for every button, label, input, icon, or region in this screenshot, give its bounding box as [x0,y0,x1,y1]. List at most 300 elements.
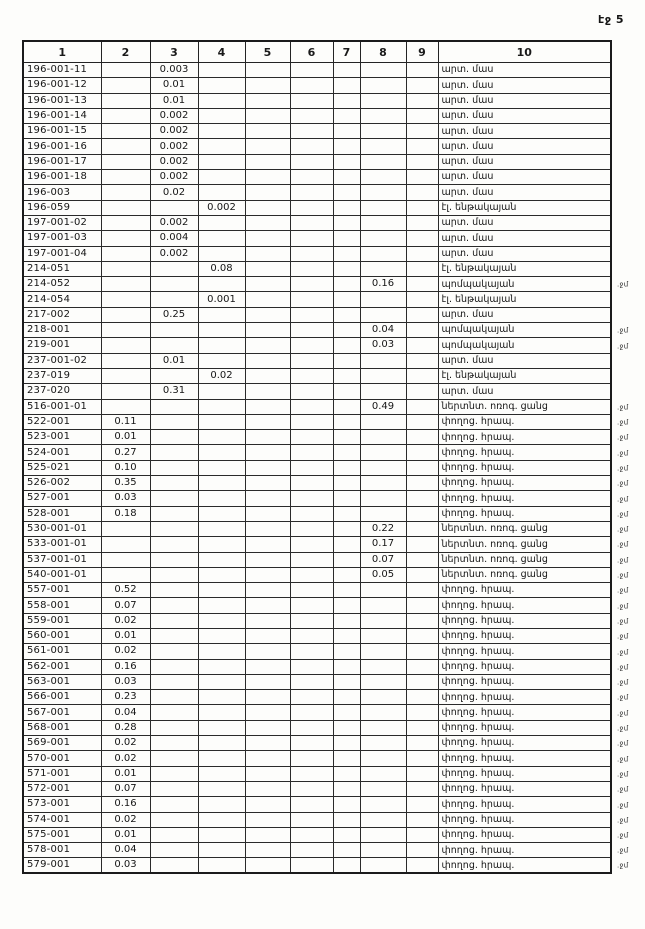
row-description: արտ. մաս [438,139,611,154]
cell-col8: 0.04 [360,323,406,338]
row-description: արտ. մաս [438,384,611,399]
cell-col5 [245,261,290,276]
cell-col9 [406,200,438,215]
row-description: պոմպակայան .ջմ [438,323,611,338]
cell-col9 [406,399,438,414]
cell-col3 [150,460,198,475]
cell-col3 [150,399,198,414]
margin-annotation: .ջմ [617,280,629,289]
cell-col3 [150,292,198,307]
cell-col7 [333,338,360,353]
cell-col3: 0.01 [150,93,198,108]
cell-col8 [360,598,406,613]
row-description: փողոց. հրապ. .ջմ [438,613,611,628]
table-row [23,476,611,491]
cell-col2: 0.02 [101,644,150,659]
cell-col4 [198,93,245,108]
cell-col3 [150,827,198,842]
cell-col3: 0.002 [150,108,198,123]
cell-col2 [101,307,150,322]
cell-col7 [333,644,360,659]
cell-col6 [290,154,333,169]
cell-col6 [290,185,333,200]
cell-col7 [333,583,360,598]
cell-col2: 0.01 [101,766,150,781]
cell-col6 [290,430,333,445]
table-row [23,246,611,261]
cell-col4 [198,430,245,445]
row-code: 516-001-01 [23,399,101,414]
cell-col3 [150,200,198,215]
cell-col2: 0.01 [101,430,150,445]
cell-col8 [360,185,406,200]
cell-col2 [101,521,150,536]
cell-col9 [406,690,438,705]
row-code: 557-001 [23,583,101,598]
table-row [23,613,611,628]
cell-col3: 0.31 [150,384,198,399]
row-description: ներտնտ. ոռոգ. ցանց .ջմ [438,537,611,552]
cell-col2 [101,139,150,154]
cell-col5 [245,323,290,338]
cell-col7 [333,567,360,582]
row-code: 530-001-01 [23,521,101,536]
cell-col8 [360,659,406,674]
cell-col4 [198,338,245,353]
cell-col3: 0.002 [150,246,198,261]
cell-col5 [245,139,290,154]
cell-col6 [290,552,333,567]
row-description: փողոց. հրապ. .ջմ [438,598,611,613]
cell-col4 [198,384,245,399]
cell-col6 [290,445,333,460]
margin-annotation: .ջմ [617,755,629,764]
cell-col7 [333,674,360,689]
table-row [23,215,611,230]
cell-col8 [360,766,406,781]
cell-col9 [406,598,438,613]
cell-col3: 0.01 [150,78,198,93]
table-row [23,353,611,368]
cell-col3 [150,491,198,506]
cell-col8 [360,843,406,858]
row-description: փողոց. հրապ. .ջմ [438,858,611,873]
cell-col2 [101,353,150,368]
margin-annotation: .ջմ [617,739,629,748]
cell-col9 [406,338,438,353]
row-code: 540-001-01 [23,567,101,582]
cell-col8: 0.03 [360,338,406,353]
margin-annotation: .ջմ [617,464,629,473]
column-header-10: 10 [438,41,611,63]
cell-col2 [101,338,150,353]
row-code: 567-001 [23,705,101,720]
cell-col6 [290,63,333,78]
cell-col3 [150,858,198,873]
cell-col4 [198,628,245,643]
cell-col2 [101,200,150,215]
cell-col6 [290,628,333,643]
cell-col8 [360,154,406,169]
cell-col5 [245,445,290,460]
cell-col7 [333,736,360,751]
row-description: պոմպակայան .ջմ [438,277,611,292]
cell-col5 [245,231,290,246]
row-code: 537-001-01 [23,552,101,567]
table-row [23,139,611,154]
cell-col8 [360,644,406,659]
cell-col4 [198,323,245,338]
cell-col5 [245,78,290,93]
table-row [23,491,611,506]
cell-col5 [245,751,290,766]
cell-col5 [245,353,290,368]
cell-col2: 0.02 [101,736,150,751]
table-row [23,384,611,399]
row-code: 196-001-12 [23,78,101,93]
row-description: փողոց. հրապ. .ջմ [438,720,611,735]
cell-col8 [360,292,406,307]
cell-col5 [245,491,290,506]
cell-col7 [333,766,360,781]
cell-col9 [406,781,438,796]
margin-annotation: .ջմ [617,479,629,488]
cell-col2: 0.18 [101,506,150,521]
margin-annotation: .ջմ [617,801,629,810]
cell-col9 [406,827,438,842]
table-row [23,277,611,292]
cell-col4 [198,476,245,491]
cell-col2: 0.10 [101,460,150,475]
cell-col6 [290,93,333,108]
cell-col3 [150,705,198,720]
cell-col6 [290,231,333,246]
cell-col2 [101,185,150,200]
cell-col4 [198,659,245,674]
cell-col3 [150,751,198,766]
cell-col7 [333,139,360,154]
cell-col7 [333,751,360,766]
cell-col5 [245,644,290,659]
table-row [23,659,611,674]
cell-col8: 0.07 [360,552,406,567]
cell-col7 [333,598,360,613]
cell-col3 [150,674,198,689]
cell-col3: 0.002 [150,139,198,154]
margin-annotation: .ջմ [617,586,629,595]
cell-col3: 0.25 [150,307,198,322]
cell-col2 [101,261,150,276]
cell-col6 [290,781,333,796]
row-code: 571-001 [23,766,101,781]
cell-col9 [406,537,438,552]
row-code: 526-002 [23,476,101,491]
row-code: 559-001 [23,613,101,628]
cell-col4 [198,751,245,766]
row-code: 563-001 [23,674,101,689]
row-code: 196-001-17 [23,154,101,169]
cell-col6 [290,170,333,185]
cell-col8 [360,414,406,429]
table-row [23,736,611,751]
cell-col3: 0.002 [150,170,198,185]
cell-col7 [333,797,360,812]
row-code: 561-001 [23,644,101,659]
cell-col5 [245,613,290,628]
cell-col8 [360,781,406,796]
table-row [23,628,611,643]
cell-col2 [101,323,150,338]
cell-col8 [360,674,406,689]
cell-col6 [290,613,333,628]
cell-col9 [406,63,438,78]
cell-col4 [198,797,245,812]
cell-col3: 0.02 [150,185,198,200]
cell-col5 [245,476,290,491]
cell-col9 [406,751,438,766]
row-code: 196-001-11 [23,63,101,78]
cell-col4 [198,215,245,230]
cell-col5 [245,399,290,414]
row-code: 214-052 [23,277,101,292]
cell-col3 [150,812,198,827]
cell-col8 [360,476,406,491]
cell-col9 [406,521,438,536]
row-description: արտ. մաս [438,78,611,93]
cell-col6 [290,277,333,292]
margin-annotation: .ջմ [617,861,629,870]
cell-col3 [150,261,198,276]
cell-col5 [245,460,290,475]
table-row [23,521,611,536]
row-description: արտ. մաս [438,231,611,246]
cell-col7 [333,170,360,185]
cell-col5 [245,766,290,781]
cell-col9 [406,583,438,598]
row-code: 214-051 [23,261,101,276]
row-code: 196-003 [23,185,101,200]
row-description: արտ. մաս [438,124,611,139]
row-description: փողոց. հրապ. .ջմ [438,430,611,445]
cell-col2: 0.52 [101,583,150,598]
cell-col7 [333,445,360,460]
table-row [23,368,611,383]
page-number: էջ 5 [598,13,624,26]
cell-col6 [290,292,333,307]
cell-col4 [198,766,245,781]
table-row [23,445,611,460]
table-row [23,399,611,414]
cell-col9 [406,476,438,491]
cell-col8 [360,430,406,445]
cell-col5 [245,781,290,796]
cell-col8 [360,812,406,827]
cell-col4: 0.001 [198,292,245,307]
cell-col8 [360,353,406,368]
table-row [23,200,611,215]
cell-col8: 0.17 [360,537,406,552]
margin-annotation: .ջմ [617,663,629,672]
margin-annotation: .ջմ [617,602,629,611]
cell-col8 [360,200,406,215]
row-code: 524-001 [23,445,101,460]
cell-col8 [360,261,406,276]
row-code: 196-001-14 [23,108,101,123]
table-row [23,430,611,445]
cell-col6 [290,690,333,705]
row-code: 196-001-15 [23,124,101,139]
cell-col2: 0.11 [101,414,150,429]
cell-col5 [245,797,290,812]
column-header-2: 2 [101,41,150,63]
row-description: փողոց. հրապ. .ջմ [438,751,611,766]
cell-col9 [406,292,438,307]
cell-col4 [198,353,245,368]
cell-col3 [150,598,198,613]
row-description: արտ. մաս [438,307,611,322]
cell-col7 [333,659,360,674]
cell-col9 [406,491,438,506]
cell-col3 [150,521,198,536]
cell-col9 [406,154,438,169]
cell-col3 [150,644,198,659]
table-row [23,231,611,246]
table-row [23,307,611,322]
table-row [23,552,611,567]
table-row [23,751,611,766]
cell-col8 [360,720,406,735]
column-header-8: 8 [360,41,406,63]
cell-col5 [245,674,290,689]
row-description: փողոց. հրապ. .ջմ [438,766,611,781]
cell-col8 [360,246,406,261]
table-row [23,644,611,659]
cell-col5 [245,108,290,123]
cell-col6 [290,766,333,781]
cell-col7 [333,154,360,169]
cell-col3 [150,537,198,552]
row-description: պոմպակայան .ջմ [438,338,611,353]
cell-col5 [245,430,290,445]
cell-col8: 0.16 [360,277,406,292]
cell-col7 [333,690,360,705]
cell-col2: 0.01 [101,628,150,643]
cell-col7 [333,93,360,108]
row-code: 572-001 [23,781,101,796]
cell-col6 [290,812,333,827]
row-code: 196-001-16 [23,139,101,154]
cell-col6 [290,659,333,674]
cell-col2 [101,154,150,169]
cell-col3 [150,736,198,751]
row-description: փողոց. հրապ. .ջմ [438,705,611,720]
cell-col2 [101,170,150,185]
cell-col8: 0.22 [360,521,406,536]
row-description: փողոց. հրապ. .ջմ [438,797,611,812]
cell-col9 [406,246,438,261]
cell-col5 [245,736,290,751]
table-row [23,583,611,598]
row-code: 237-019 [23,368,101,383]
cell-col9 [406,674,438,689]
table-row [23,154,611,169]
row-description: փողոց. հրապ. .ջմ [438,506,611,521]
cell-col4 [198,154,245,169]
cell-col7 [333,705,360,720]
cell-col7 [333,200,360,215]
cell-col3: 0.003 [150,63,198,78]
cell-col5 [245,277,290,292]
cell-col7 [333,78,360,93]
cell-col4: 0.08 [198,261,245,276]
cell-col4 [198,63,245,78]
cell-col4 [198,613,245,628]
table-row [23,261,611,276]
cell-col4 [198,460,245,475]
row-code: 533-001-01 [23,537,101,552]
cell-col9 [406,628,438,643]
cell-col3 [150,552,198,567]
table-row [23,506,611,521]
margin-annotation: .ջմ [617,724,629,733]
table-row [23,93,611,108]
cell-col4 [198,78,245,93]
cell-col8 [360,215,406,230]
cell-col4 [198,781,245,796]
cell-col7 [333,843,360,858]
cell-col2 [101,292,150,307]
cell-col2 [101,567,150,582]
cell-col3 [150,690,198,705]
row-description: արտ. մաս [438,215,611,230]
cell-col7 [333,246,360,261]
cell-col3: 0.002 [150,154,198,169]
cell-col7 [333,277,360,292]
cell-col3 [150,766,198,781]
cell-col9 [406,307,438,322]
cell-col9 [406,108,438,123]
row-description: արտ. մաս [438,93,611,108]
cell-col8 [360,231,406,246]
cell-col4 [198,674,245,689]
cell-col2: 0.03 [101,491,150,506]
cell-col2: 0.23 [101,690,150,705]
cell-col9 [406,552,438,567]
margin-annotation: .ջմ [617,449,629,458]
cell-col4 [198,139,245,154]
row-description: փողոց. հրապ. .ջմ [438,491,611,506]
cell-col8: 0.05 [360,567,406,582]
table-row [23,63,611,78]
cell-col9 [406,384,438,399]
cell-col9 [406,736,438,751]
cell-col5 [245,827,290,842]
margin-annotation: .ջմ [617,846,629,855]
cell-col3 [150,338,198,353]
cell-col2 [101,246,150,261]
cell-col5 [245,292,290,307]
table-row [23,720,611,735]
row-code: 579-001 [23,858,101,873]
cell-col2 [101,368,150,383]
cell-col6 [290,399,333,414]
table-row [23,858,611,873]
margin-annotation: .ջմ [617,326,629,335]
row-description: էլ. ենթակայան [438,292,611,307]
margin-annotation: .ջմ [617,632,629,641]
row-code: 570-001 [23,751,101,766]
table-header-row [23,41,611,63]
